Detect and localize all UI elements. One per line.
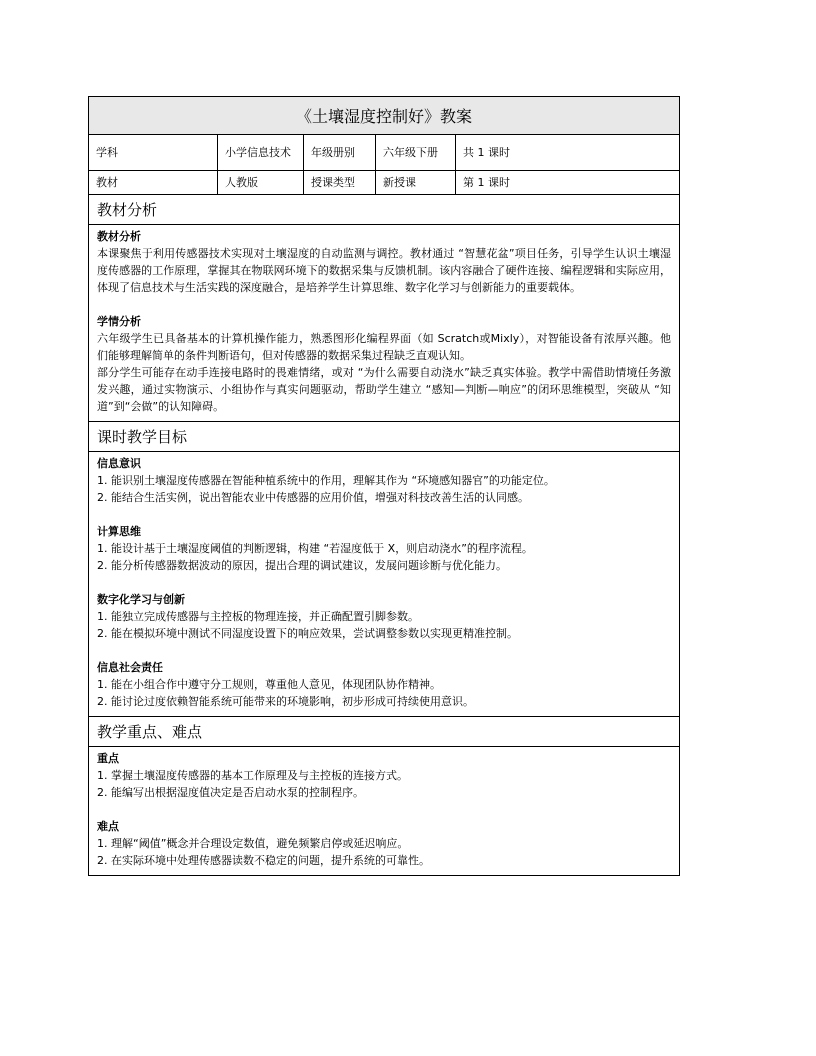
objective-group bbox=[97, 523, 671, 574]
list-item: 1. 理解“阈值”概念并合理设定数值，避免频繁启停或延迟响应。 bbox=[97, 837, 409, 850]
list-item: 2. 能分析传感器数据波动的原因，提出合理的调试建议，发展问题诊断与优化能力。 bbox=[97, 559, 507, 572]
list-item: 2. 在实际环境中处理传感器读数不稳定的问题，提升系统的可靠性。 bbox=[97, 854, 430, 867]
grade-value: 六年级下册 bbox=[376, 135, 456, 170]
subheading: 信息意识 bbox=[97, 457, 141, 470]
lesson-plan-document bbox=[88, 96, 680, 876]
textbook-value: 人教版 bbox=[218, 171, 304, 194]
list-item: 1. 能独立完成传感器与主控板的物理连接，并正确配置引脚参数。 bbox=[97, 610, 419, 623]
subheading: 数字化学习与创新 bbox=[97, 593, 185, 606]
subheading: 教材分析 bbox=[97, 230, 141, 243]
textbook-label: 教材 bbox=[89, 171, 218, 194]
info-row-1 bbox=[89, 135, 679, 171]
subheading: 信息社会责任 bbox=[97, 661, 163, 674]
paragraph: 六年级学生已具备基本的计算机操作能力，熟悉图形化编程界面（如 Scratch或Mixly），对智能设备有浓厚兴趣。他们能够理解简单的条件判断语句，但对传感器的数据采集过程缺乏直观认知。 bbox=[97, 332, 671, 362]
list-item: 1. 掌握土壤湿度传感器的基本工作原理及与主控板的连接方式。 bbox=[97, 769, 408, 782]
list-item: 2. 能编写出根据湿度值决定是否启动水泵的控制程序。 bbox=[97, 786, 364, 799]
paragraph: 部分学生可能存在动手连接电路时的畏难情绪，或对 “为什么需要自动浇水”缺乏真实体验。教学中需借助情境任务激发兴趣，通过实物演示、小组协作与真实问题驱动，帮助学生建立 “感知—判断—响应”的闭环思维模型，突破从 “知道”到“会做”的认知障碍。 bbox=[97, 366, 671, 413]
lesson-type-label: 授课类型 bbox=[304, 171, 376, 194]
list-item: 1. 能识别土壤湿度传感器在智能种植系统中的作用，理解其作为 “环境感知器官”的功能定位。 bbox=[97, 474, 555, 487]
subheading: 重点 bbox=[97, 752, 119, 765]
objective-group bbox=[97, 659, 671, 710]
total-periods: 共 1 课时 bbox=[463, 146, 510, 159]
subject-value: 小学信息技术 bbox=[218, 135, 304, 170]
objectives-section bbox=[89, 422, 679, 717]
key-points-section bbox=[89, 717, 679, 875]
textbook-analysis-section bbox=[89, 195, 679, 422]
section-heading: 课时教学目标 bbox=[89, 422, 679, 452]
subheading: 计算思维 bbox=[97, 525, 141, 538]
list-item: 2. 能结合生活实例，说出智能农业中传感器的应用价值，增强对科技改善生活的认同感。 bbox=[97, 491, 529, 504]
lesson-type-value: 新授课 bbox=[376, 171, 456, 194]
section-heading: 教材分析 bbox=[89, 195, 679, 225]
key-point-group bbox=[97, 750, 671, 801]
section-heading: 教学重点、难点 bbox=[89, 717, 679, 747]
subheading: 难点 bbox=[97, 820, 119, 833]
list-item: 2. 能讨论过度依赖智能系统可能带来的环境影响，初步形成可持续使用意识。 bbox=[97, 695, 474, 708]
objective-group bbox=[97, 455, 671, 506]
period-number: 第 1 课时 bbox=[463, 176, 510, 189]
document-title: 《土壤湿度控制好》教案 bbox=[89, 97, 679, 135]
objective-group bbox=[97, 591, 671, 642]
list-item: 2. 能在模拟环境中测试不同湿度设置下的响应效果，尝试调整参数以实现更精准控制。 bbox=[97, 627, 518, 640]
subject-label: 学科 bbox=[89, 135, 218, 170]
list-item: 1. 能在小组合作中遵守分工规则，尊重他人意见，体现团队协作精神。 bbox=[97, 678, 441, 691]
paragraph: 本课聚焦于利用传感器技术实现对土壤湿度的自动监测与调控。教材通过 “智慧花盆”项目任务，引导学生认识土壤湿度传感器的工作原理，掌握其在物联网环境下的数据采集与反馈机制。该内容融合了硬件连接、编程逻辑和实际应用，体现了信息技术与生活实践的深度融合，是培养学生计算思维、数字化学习与创新能力的重要载体。 bbox=[97, 247, 671, 294]
info-row-2 bbox=[89, 171, 679, 195]
difficulty-group bbox=[97, 818, 671, 869]
subheading: 学情分析 bbox=[97, 315, 141, 328]
list-item: 1. 能设计基于土壤湿度阈值的判断逻辑，构建 “若湿度低于 X，则启动浇水”的程序流程。 bbox=[97, 542, 533, 555]
grade-label: 年级册别 bbox=[304, 135, 376, 170]
